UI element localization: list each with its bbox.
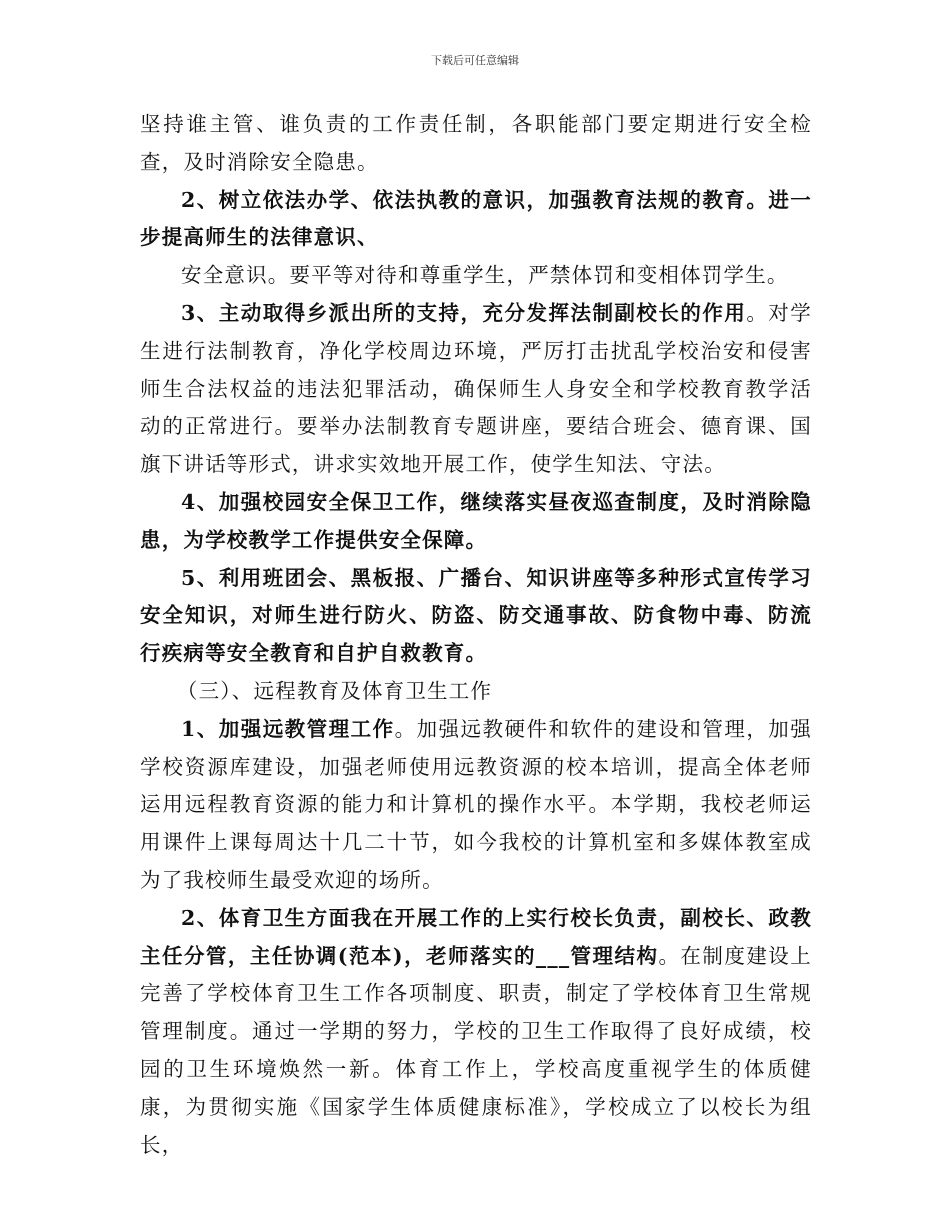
- document-body: [140, 106, 812, 1164]
- paragraph-safety-awareness: 安全意识。要平等对待和尊重学生，严禁体罚和变相体罚学生。: [181, 263, 789, 288]
- paragraph-item-3: [140, 295, 812, 484]
- item-3-body: 。对学生进行法制教育，净化学校周边环境，严厉打击扰乱学校治安和侵害师生合法权益的违法犯罪活动，确保师生人身安全和学校教育教学活动的正常进行。要举办法制教育专题讲座，要结合班会、德育课、国旗下讲话等形式，讲求实效地开展工作，使学生知法、守法。: [140, 300, 812, 477]
- paragraph-remote-item-2: [140, 900, 812, 1165]
- paragraph-item-2: [140, 182, 812, 258]
- paragraph-item-5: [140, 560, 812, 673]
- remote-item-2-body: 。在制度建设上完善了学校体育卫生工作各项制度、职责，制定了学校体育卫生常规管理制度。通过一学期的努力，学校的卫生工作取得了良好成绩，校园的卫生环境焕然一新。体育工作上，学校高度重视学生的体质健康，为贯彻实施《国家学生体质健康标准》，学校成立了以校长为组长，: [140, 943, 812, 1157]
- paragraph-item-4: [140, 484, 812, 560]
- item-3-bold-lead: 3、主动取得乡派出所的支持，充分发挥法制副校长的作用: [181, 300, 747, 325]
- paragraph-remote-item-1: [140, 711, 812, 900]
- item-4-bold-lead: 4、加强校园安全保卫工作，继续落实昼夜巡查制度，及时消除隐患，为学校教学工作提供安全保障。: [140, 489, 812, 552]
- remote-item-2-bold-lead: 2、体育卫生方面我在开展工作的上实行校长负责，副校长、政教主任分管，主任协调(范本)，老师落实的___管理结构: [140, 905, 812, 968]
- section-heading-remote-education: （三）、远程教育及体育卫生工作: [176, 678, 493, 703]
- item-5-bold-lead: 5、利用班团会、黑板报、广播台、知识讲座等多种形式宣传学习安全知识，对师生进行防火、防盗、防交通事故、防食物中毒、防流行疾病等安全教育和自护自救教育。: [140, 565, 812, 666]
- remote-item-1-body: 。加强远教硬件和软件的建设和管理，加强学校资源库建设，加强老师使用远教资源的校本培训，提高全体老师运用远程教育资源的能力和计算机的操作水平。本学期，我校老师运用课件上课每周达十几二十节，如今我校的计算机室和多媒体教室成为了我校师生最受欢迎的场所。: [140, 716, 812, 892]
- remote-item-1-bold-lead: 1、加强远教管理工作: [181, 716, 395, 741]
- page-header: 下载后可任意编辑: [431, 54, 519, 67]
- item-2-bold-lead: 2、树立依法办学、依法执教的意识，加强教育法规的教育。进一步提高师生的法律意识、: [140, 187, 812, 250]
- paragraph-continuation: 坚持谁主管、谁负责的工作责任制，各职能部门要定期进行安全检查，及时消除安全隐患。: [140, 112, 812, 174]
